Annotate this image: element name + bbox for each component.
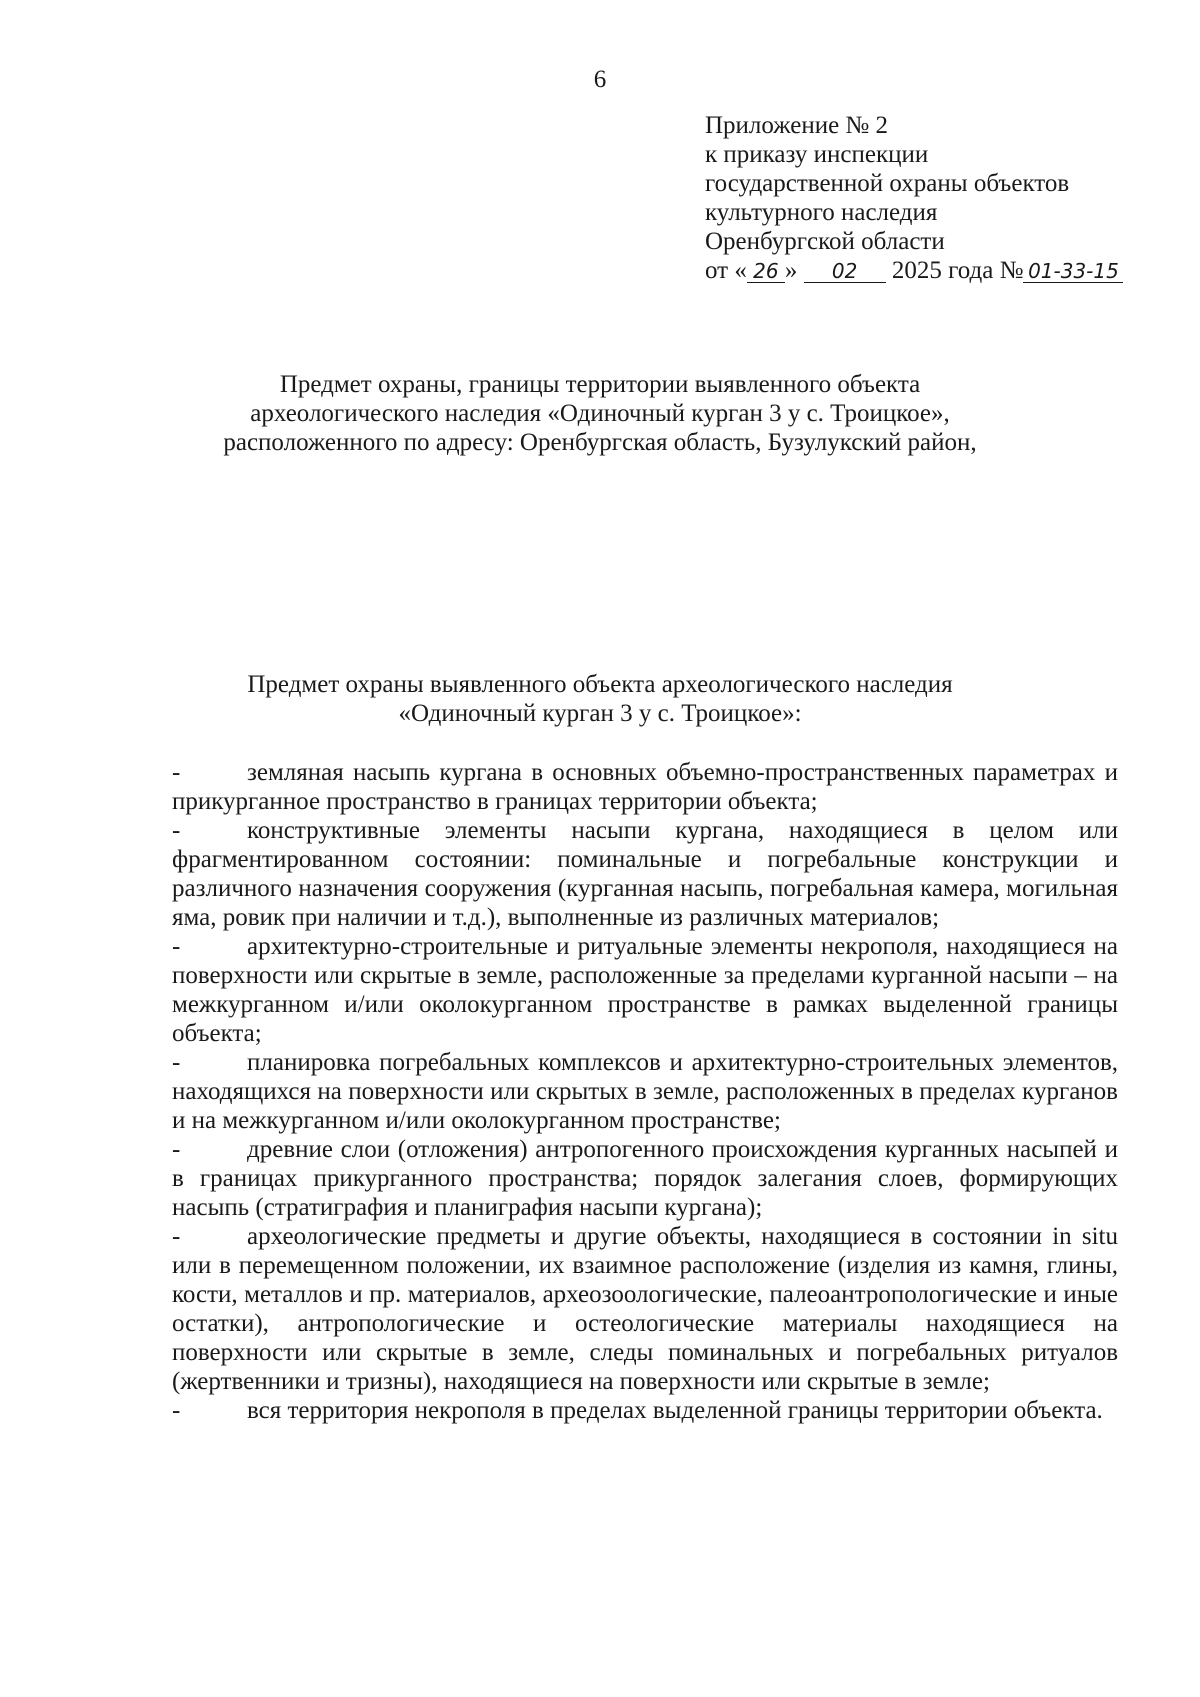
handwritten-order-number: 01-33-15	[1023, 260, 1123, 283]
heading-line: Предмет охраны выявленного объекта археологического наследия	[247, 671, 953, 698]
handwritten-day: 26	[747, 260, 785, 283]
list-dash: -	[172, 1049, 181, 1076]
list-item-text: археологические предметы и другие объекты, находящиеся в состоянии in situ или в перемещенном положении, их взаимное расположение (изделия из камня, глины, кости, металлов и пр. материалов, археозоологические, палеоантропологические и иные остатки), антропологические и остеологические материалы находящиеся на поверхности или скрытые в земле, следы поминальных и погребальных ритуалов (жертвенники и тризны), находящиеся на поверхности или скрытые в земле;	[172, 1223, 1118, 1395]
appendix-line: к приказу инспекции	[705, 141, 929, 168]
list-item-text: вся территория некрополя в пределах выделенной границы территории объекта.	[247, 1397, 1103, 1424]
list-item	[172, 1135, 1118, 1222]
list-dash: -	[172, 1397, 181, 1424]
list-item-text: конструктивные элементы насыпи кургана, находящиеся в целом или фрагментированном состоянии: поминальные и погребальные конструкции и различного назначения сооружения (курганная насыпь, погребальная камера, могильная яма, ровик при наличии и т.д.), выполненные из различных материалов;	[172, 817, 1118, 931]
list-dash: -	[172, 817, 181, 844]
list-dash: -	[172, 759, 181, 786]
date-prefix: от «	[705, 257, 747, 284]
list-item-text: архитектурно-строительные и ритуальные элементы некрополя, находящиеся на поверхности или скрытые в земле, расположенные за пределами курганной насыпи – на межкурганном и/или околокурганном пространстве в рамках выделенной границы объекта;	[172, 933, 1118, 1047]
list-item-text: планировка погребальных комплексов и архитектурно-строительных элементов, находящихся на поверхности или скрытых в земле, расположенных в пределах курганов и на межкурганном и/или околокурганном пространстве;	[172, 1049, 1118, 1134]
section-heading	[0, 670, 1200, 728]
appendix-line: культурного наследия	[705, 199, 938, 226]
title-line: Предмет охраны, границы территории выявленного объекта	[279, 371, 921, 398]
list-dash: -	[172, 1136, 181, 1163]
document-title	[0, 370, 1200, 457]
date-year: 2025 года №	[891, 257, 1024, 284]
list-dash: -	[172, 933, 181, 960]
order-date-line	[705, 256, 1123, 285]
handwritten-month: 02	[804, 260, 886, 283]
list-item-text: земляная насыпь кургана в основных объемно-пространственных параметрах и прикурганное пространство в границах территории объекта;	[172, 759, 1118, 815]
list-item	[172, 1222, 1118, 1396]
list-item-text: древние слои (отложения) антропогенного происхождения курганных насыпей и в границах прикурганного пространства; порядок залегания слоев, формирующих насыпь (стратиграфия и планиграфия насыпи кургана);	[172, 1136, 1118, 1221]
list-dash: -	[172, 1223, 181, 1250]
title-line: археологического наследия «Одиночный курган 3 у с. Троицкое»,	[250, 400, 950, 427]
page-number: 6	[593, 66, 607, 93]
list-item	[172, 816, 1118, 932]
list-item	[172, 1396, 1118, 1425]
list-item	[172, 1048, 1118, 1135]
list-item	[172, 758, 1118, 816]
appendix-title: Приложение № 2	[705, 112, 889, 139]
list-item	[172, 932, 1118, 1048]
appendix-line: государственной охраны объектов	[705, 170, 1070, 197]
heading-line: «Одиночный курган 3 у с. Троицкое»:	[398, 700, 802, 727]
protection-items-list	[172, 758, 1118, 1425]
appendix-line: Оренбургской области	[705, 228, 945, 255]
date-separator: »	[784, 257, 798, 284]
appendix-header	[705, 111, 1123, 285]
title-line: расположенного по адресу: Оренбургская область, Бузулукский район,	[223, 429, 977, 456]
